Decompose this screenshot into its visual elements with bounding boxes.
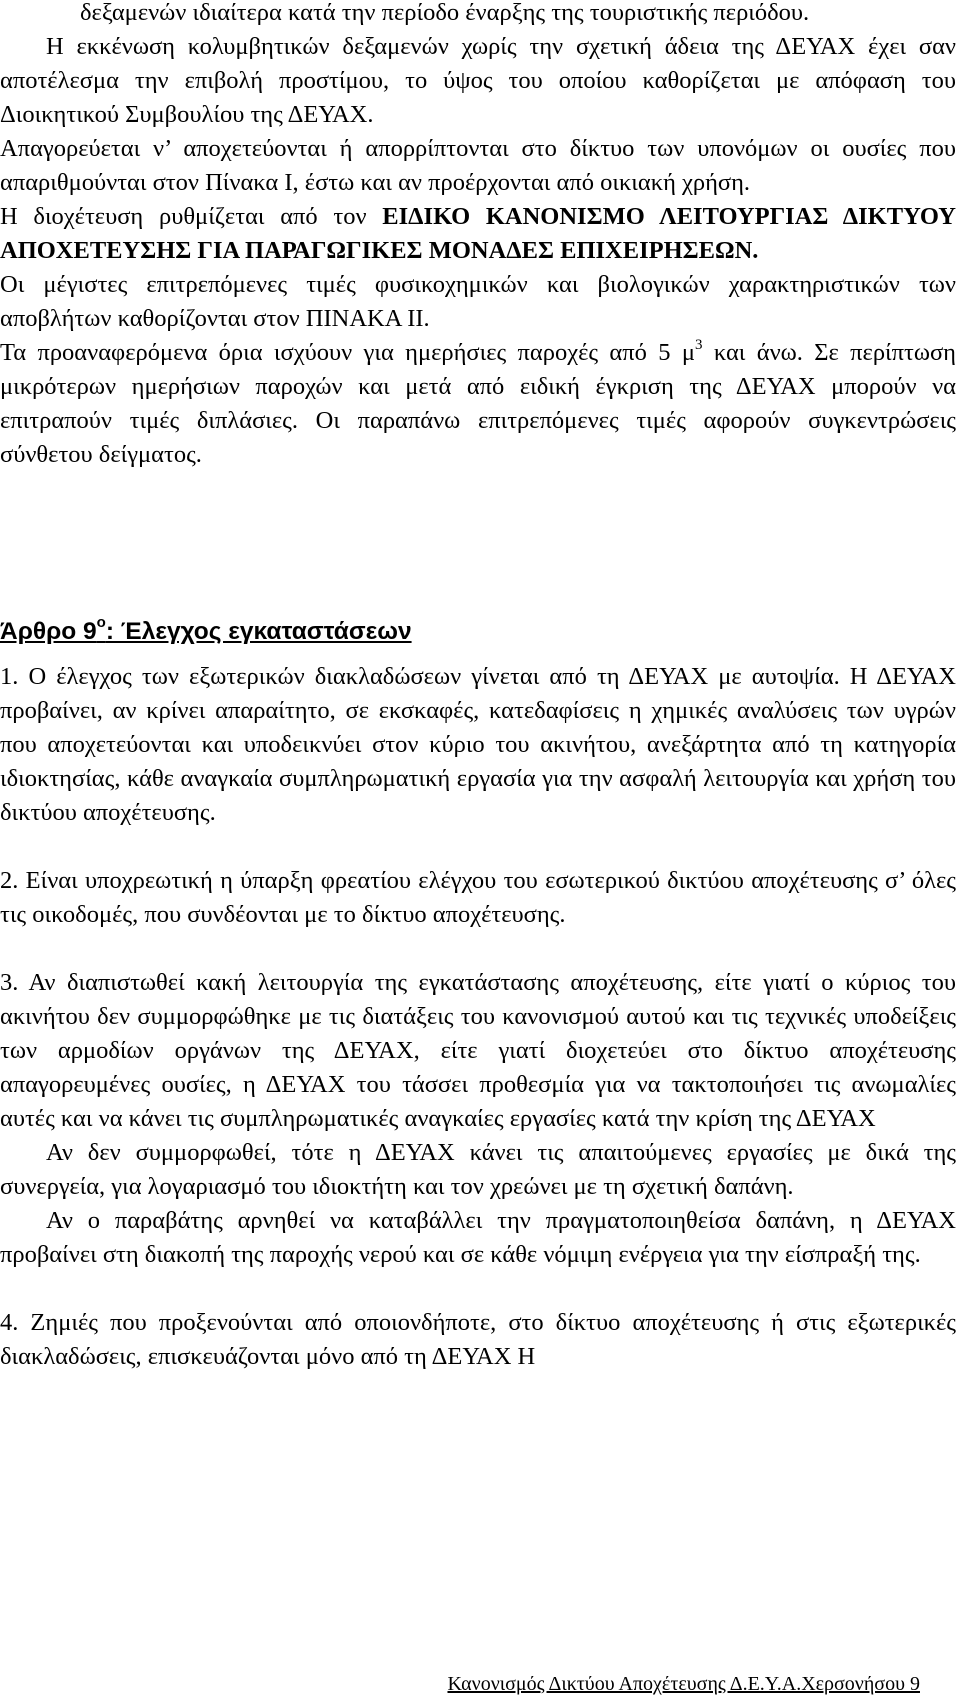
page-footer: Κανονισμός Δικτύου Αποχέτευσης Δ.Ε.Υ.Α.Χερσονήσου 9 (447, 1673, 920, 1695)
paragraph-regulation (0, 200, 956, 268)
article-heading (0, 613, 412, 646)
section-3-refusal (0, 1204, 956, 1272)
paragraph-prohibited-substances (0, 132, 956, 200)
heading-text-suffix: : Έλεγχος εγκαταστάσεων (105, 618, 412, 645)
spacer (0, 932, 960, 966)
paragraph-limits (0, 336, 956, 472)
section-4 (0, 1306, 956, 1374)
paragraph-text: 3. Αν διαπιστωθεί κακή λειτουργία της εγκατάστασης αποχέτευσης, είτε γιατί ο κύριος του ακινήτου δεν συμμορφώθηκε με τις διατάξεις του κανονισμού αυτού και τις τεχνικές υποδείξεις των αρμοδίων οργάνων της ΔΕΥΑΧ, είτε γιατί διοχετεύει στο δίκτυο αποχέτευσης απαγορευμένες ουσίες, η ΔΕΥΑΧ του τάσσει προθεσμία για να τακτοποιήσει τις ανωμαλίες αυτές και να κάνει τις συμπληρωματικές αναγκαίες εργασίες κατά την κρίση της ΔΕΥΑΧ (0, 969, 956, 1132)
paragraph-text: 4. Ζημιές που προξενούνται από οποιονδήποτε, στο δίκτυο αποχέτευσης ή στις εξωτερικές διακλαδώσεις, επισκευάζονται μόνο από τη ΔΕΥΑΧ Η (0, 1309, 956, 1370)
paragraph-text: Η διοχέτευση ρυθμίζεται από τον (0, 203, 383, 230)
spacer (0, 830, 960, 864)
heading-superscript: ο (96, 613, 106, 631)
paragraph-text: Αν δεν συμμορφωθεί, τότε η ΔΕΥΑΧ κάνει τις απαιτούμενες εργασίες με δικά της συνεργεία, για λογαριασμό του ιδιοκτήτη και τον χρεώνει με τη σχετική δαπάνη. (0, 1139, 956, 1200)
paragraph-pool-fine (0, 30, 956, 132)
section-3-compliance (0, 1136, 956, 1204)
paragraph-text: Αν ο παραβάτης αρνηθεί να καταβάλλει την πραγματοποιηθείσα δαπάνη, η ΔΕΥΑΧ προβαίνει στη διακοπή της παροχής νερού και σε κάθε νόμιμη ενέργεια για την είσπραξή της. (0, 1207, 956, 1268)
spacer (0, 1272, 960, 1306)
paragraph-text: Τα προαναφερόμενα όρια ισχύουν για ημερήσιες παροχές από 5 μ (0, 339, 695, 366)
paragraph-text: δεξαμενών ιδιαίτερα κατά την περίοδο έναρξης της τουριστικής περιόδου. (80, 0, 810, 26)
paragraph-text: Απαγορεύεται ν’ αποχετεύονται ή απορρίπτονται στο δίκτυο των υπονόμων οι ουσίες που απαριθμούνται στον Πίνακα Ι, έστω και αν προέρχονται από οικιακή χρήση. (0, 135, 956, 196)
paragraph-text: και άνω. Σε περίπτωση μικρότερων ημερήσιων παροχών και μετά από ειδική έγκριση της ΔΕΥΑΧ μπορούν να επιτραπούν τιμές διπλάσιες. Οι παραπάνω επιτρεπόμενες τιμές αφορούν συγκεντρώσεις σύνθετου δείγματος. (0, 339, 956, 468)
section-2 (0, 864, 956, 932)
sections-block (0, 660, 960, 1374)
paragraph-text: Η εκκένωση κολυμβητικών δεξαμενών χωρίς την σχετική άδεια της ΔΕΥΑΧ έχει σαν αποτέλεσμα την επιβολή προστίμου, το ύψος του οποίου καθορίζεται με απόφαση του Διοικητικού Συμβουλίου της ΔΕΥΑΧ. (0, 33, 956, 128)
superscript: 3 (694, 336, 703, 353)
paragraph-text: Οι μέγιστες επιτρεπόμενες τιμές φυσικοχημικών και βιολογικών χαρακτηριστικών των αποβλήτων καθορίζονται στον ΠΙΝΑΚΑ ΙΙ. (0, 271, 956, 332)
paragraph-text: 1. Ο έλεγχος των εξωτερικών διακλαδώσεων γίνεται από τη ΔΕΥΑΧ με αυτοψία. Η ΔΕΥΑΧ προβαίνει, αν κρίνει απαραίτητο, σε εκσκαφές, κατεδαφίσεις η χημικές αναλύσεις των υγρών που αποχετεύονται και υποδεικνύει στον κύριο του ακινήτου, ανεξάρτητα από τη κατηγορία ιδιοκτησίας, κάθε αναγκαία συμπληρωματική εργασία για την ασφαλή λειτουργία και χρήση του δικτύου αποχέτευσης. (0, 663, 956, 826)
paragraph-pool-season (0, 0, 956, 30)
top-text-block (0, 0, 960, 472)
regulation-title: ΕΙΔΙΚΟ ΚΑΝΟΝΙΣΜΟ ΛΕΙΤΟΥΡΓΙΑΣ ΔΙΚΤΥΟΥ ΑΠΟΧΕΤΕΥΣΗΣ ΓΙΑ ΠΑΡΑΓΩΓΙΚΕΣ ΜΟΝΑΔΕΣ ΕΠΙΧΕΙΡΗΣΕΩΝ. (0, 203, 956, 264)
paragraph-max-values (0, 268, 956, 336)
section-3 (0, 966, 956, 1136)
section-1 (0, 660, 956, 830)
paragraph-text: 2. Είναι υποχρεωτική η ύπαρξη φρεατίου ελέγχου του εσωτερικού δικτύου αποχέτευσης σ’ όλες τις οικοδομές, που συνδέονται με το δίκτυο αποχέτευσης. (0, 867, 956, 928)
heading-text: Άρθρο 9 (0, 618, 97, 645)
